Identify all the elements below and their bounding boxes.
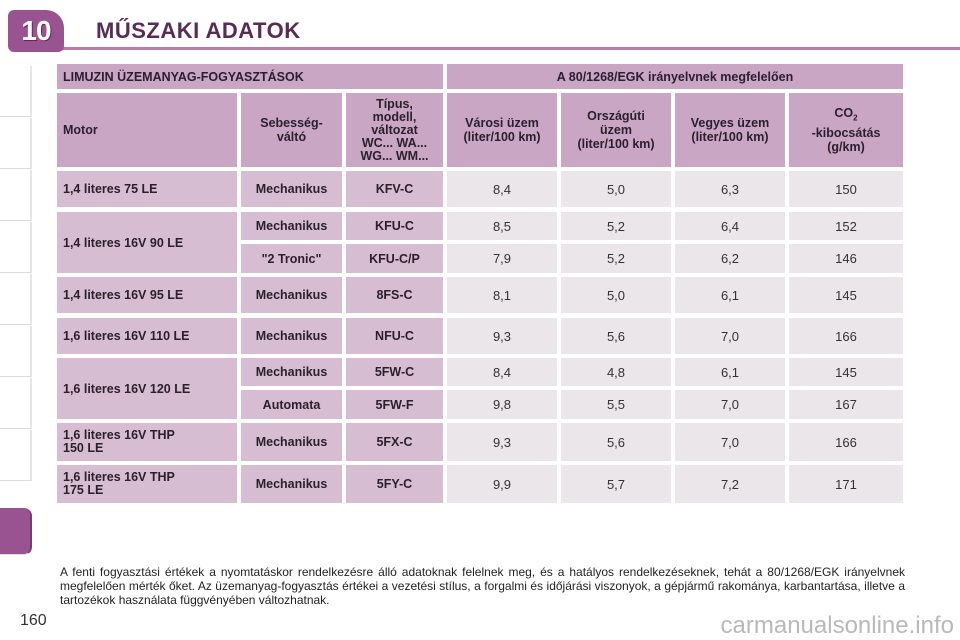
gearbox-cell: Mechanikus xyxy=(241,212,342,240)
footnote-text: A fenti fogyasztási értékek a nyomtatáskor rendelkezésre álló adatoknak felelnek meg, és a hatályos rendelkezéseknek, tehát a 80/1268/EGK irányelvnek megfelelően mérték őket. Az üzemanyag-fogyasztás értékei a vezetési stílus, a forgalmi és időjárási viszonyok, a gépjármű rakománya, karbantartása, illetve a tartozékok használata függvényében változhatnak. xyxy=(60,565,905,607)
co2-value: 166 xyxy=(789,423,903,461)
column-header-co2 xyxy=(789,93,903,167)
mixed-value: 6,3 xyxy=(675,171,785,207)
city-value: 9,3 xyxy=(447,318,557,354)
side-tab[interactable] xyxy=(0,378,32,429)
mixed-value: 6,2 xyxy=(675,244,785,273)
motor-cell: 1,6 literes 16V 120 LE xyxy=(57,358,237,419)
gearbox-cell: Mechanikus xyxy=(241,171,342,207)
header-divider xyxy=(60,47,960,50)
motor-cell: 1,4 literes 75 LE xyxy=(57,171,237,207)
side-tab[interactable] xyxy=(0,326,32,377)
type-cell: KFU-C/P xyxy=(346,244,443,273)
side-tab[interactable] xyxy=(0,118,32,169)
type-cell: 8FS-C xyxy=(346,277,443,313)
mixed-value: 7,2 xyxy=(675,465,785,503)
city-value: 9,3 xyxy=(447,423,557,461)
city-value: 8,4 xyxy=(447,171,557,207)
mixed-value: 7,0 xyxy=(675,423,785,461)
type-cell: 5FW-C xyxy=(346,358,443,386)
chapter-number: 10 xyxy=(21,15,51,46)
side-tab[interactable] xyxy=(0,222,32,273)
side-tab[interactable] xyxy=(0,170,32,221)
mixed-value: 7,0 xyxy=(675,390,785,419)
watermark: carmanualsonline.info xyxy=(720,612,954,639)
mixed-value: 6,4 xyxy=(675,212,785,240)
motor-cell: 1,4 literes 16V 95 LE xyxy=(57,277,237,313)
co2-value: 171 xyxy=(789,465,903,503)
gearbox-cell: Mechanikus xyxy=(241,277,342,313)
side-tab[interactable] xyxy=(0,274,32,325)
column-header-mixed: Vegyes üzem (liter/100 km) xyxy=(675,93,785,167)
road-value: 5,5 xyxy=(561,390,671,419)
city-value: 9,8 xyxy=(447,390,557,419)
column-header-motor: Motor xyxy=(57,93,237,167)
co2-value: 152 xyxy=(789,212,903,240)
side-tab[interactable] xyxy=(0,430,32,481)
road-value: 5,0 xyxy=(561,277,671,313)
road-value: 5,6 xyxy=(561,318,671,354)
co2-value: 145 xyxy=(789,358,903,386)
road-value: 5,7 xyxy=(561,465,671,503)
column-header-road: Országúti üzem (liter/100 km) xyxy=(561,93,671,167)
gearbox-cell: "2 Tronic" xyxy=(241,244,342,273)
mixed-value: 6,1 xyxy=(675,358,785,386)
co2-value: 167 xyxy=(789,390,903,419)
mixed-value: 7,0 xyxy=(675,318,785,354)
type-cell: 5FY-C xyxy=(346,465,443,503)
city-value: 9,9 xyxy=(447,465,557,503)
mixed-value: 6,1 xyxy=(675,277,785,313)
city-value: 8,4 xyxy=(447,358,557,386)
side-tab-strip xyxy=(0,56,32,576)
type-cell: KFV-C xyxy=(346,171,443,207)
section-title-left: LIMUZIN ÜZEMANYAG-FOGYASZTÁSOK xyxy=(57,64,443,89)
city-value: 7,9 xyxy=(447,244,557,273)
column-header-gearbox: Sebesség- váltó xyxy=(241,93,342,167)
section-title-right: A 80/1268/EGK irányelvnek megfelelően xyxy=(447,64,903,89)
page-title: MŰSZAKI ADATOK xyxy=(96,18,301,43)
side-tab-active[interactable] xyxy=(0,508,32,555)
motor-cell: 1,6 literes 16V THP 175 LE xyxy=(57,465,237,503)
column-header-city: Városi üzem (liter/100 km) xyxy=(447,93,557,167)
type-cell: KFU-C xyxy=(346,212,443,240)
road-value: 5,0 xyxy=(561,171,671,207)
motor-cell: 1,6 literes 16V 110 LE xyxy=(57,318,237,354)
page-number: 160 xyxy=(20,612,47,629)
co2-unit: -kibocsátás (g/km) xyxy=(811,125,881,154)
type-cell: 5FX-C xyxy=(346,423,443,461)
motor-cell: 1,6 literes 16V THP 150 LE xyxy=(57,423,237,461)
gearbox-cell: Mechanikus xyxy=(241,465,342,503)
co2-label: CO xyxy=(834,106,854,121)
type-cell: NFU-C xyxy=(346,318,443,354)
chapter-tab xyxy=(8,10,64,52)
road-value: 5,6 xyxy=(561,423,671,461)
co2-value: 146 xyxy=(789,244,903,273)
co2-subscript: 2 xyxy=(853,113,858,123)
side-tab[interactable] xyxy=(0,66,32,117)
gearbox-cell: Automata xyxy=(241,390,342,419)
road-value: 5,2 xyxy=(561,212,671,240)
gearbox-cell: Mechanikus xyxy=(241,358,342,386)
type-cell: 5FW-F xyxy=(346,390,443,419)
column-header-type: Típus, modell, változat WC... WA... WG... WM... xyxy=(346,93,443,167)
city-value: 8,1 xyxy=(447,277,557,313)
gearbox-cell: Mechanikus xyxy=(241,423,342,461)
road-value: 5,2 xyxy=(561,244,671,273)
co2-value: 145 xyxy=(789,277,903,313)
co2-value: 150 xyxy=(789,171,903,207)
motor-cell: 1,4 literes 16V 90 LE xyxy=(57,212,237,273)
road-value: 4,8 xyxy=(561,358,671,386)
gearbox-cell: Mechanikus xyxy=(241,318,342,354)
co2-value: 166 xyxy=(789,318,903,354)
city-value: 8,5 xyxy=(447,212,557,240)
